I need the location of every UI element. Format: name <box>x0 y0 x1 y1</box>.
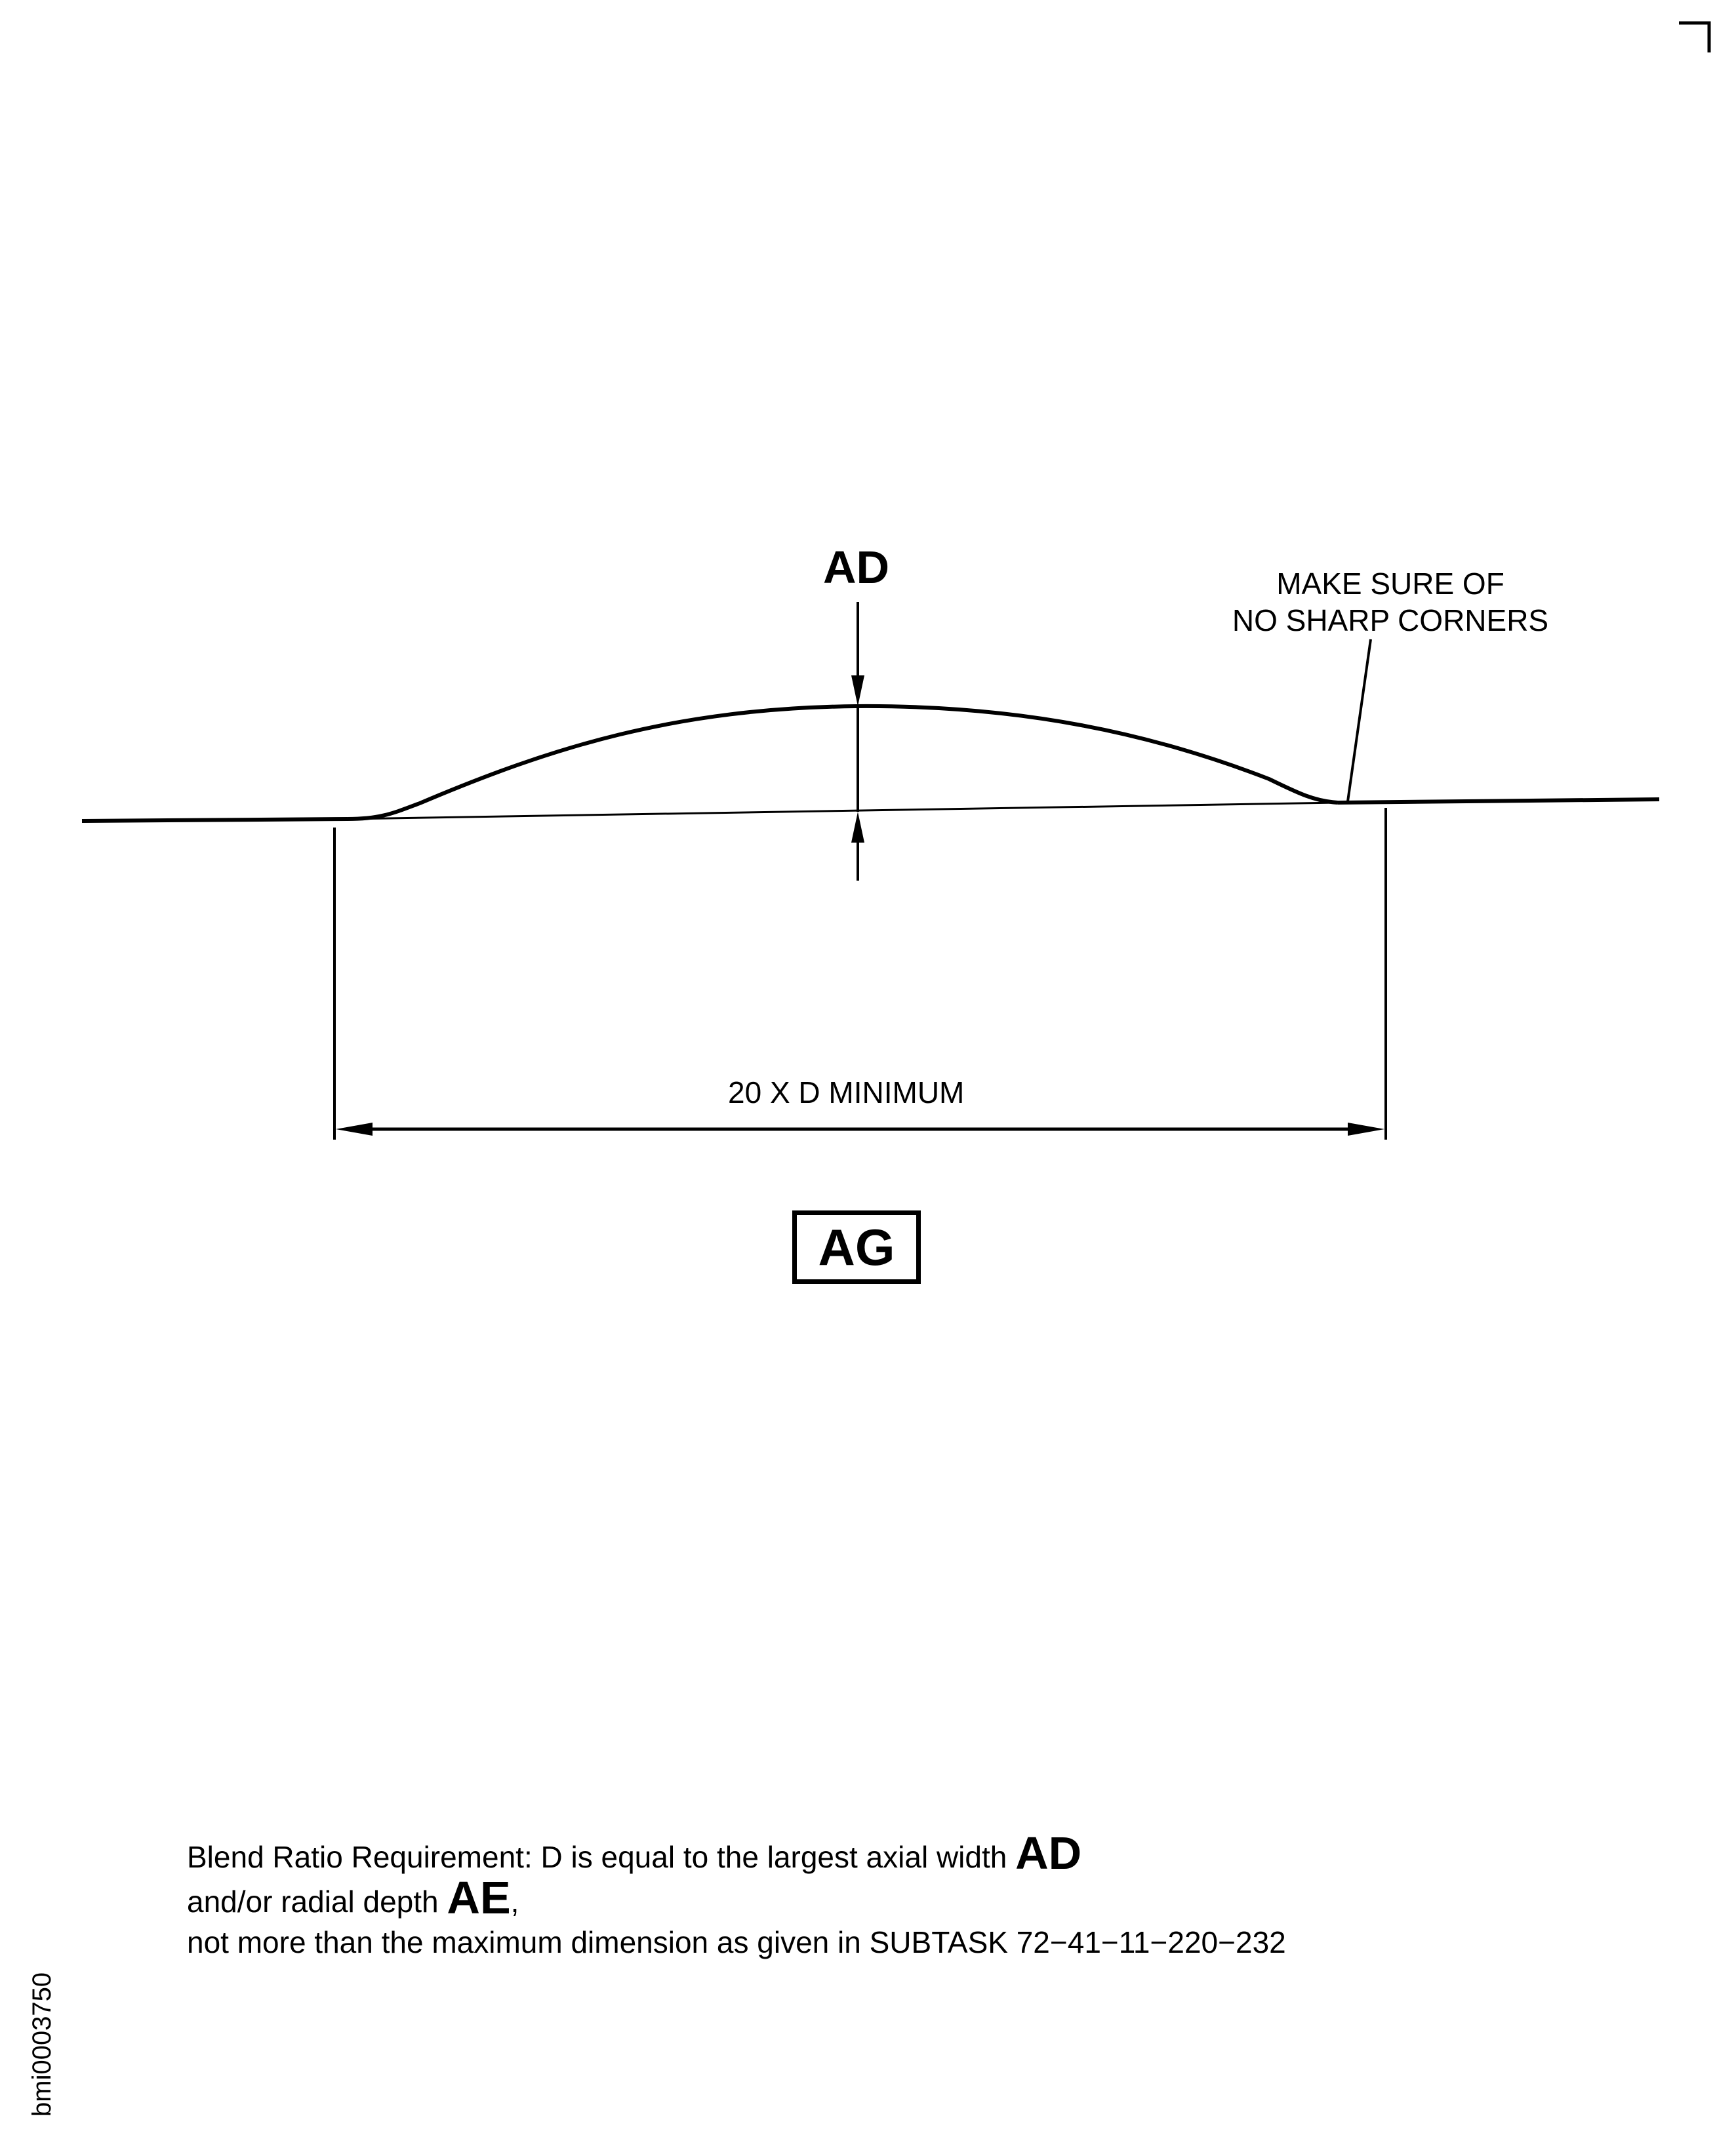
ad-arrow-top-head <box>851 675 864 706</box>
note-line-1 <box>187 1827 1286 1879</box>
dimension-label-ad: AD <box>823 542 890 593</box>
blend-ratio-note <box>187 1827 1286 1963</box>
length-arrow-right-head <box>1348 1123 1384 1136</box>
note-line-2-text: and/or radial depth <box>187 1885 447 1919</box>
view-label: AG <box>818 1218 895 1276</box>
length-dimension-label: 20 X D MINIMUM <box>728 1075 965 1109</box>
figure-id: bmi0003750 <box>28 1972 56 2117</box>
length-arrow-left-head <box>336 1123 373 1136</box>
callout-line-2: NO SHARP CORNERS <box>1232 603 1549 637</box>
crop-mark <box>1679 23 1709 52</box>
view-label-box <box>792 1210 921 1284</box>
note-ref-ad: AD <box>1015 1827 1082 1879</box>
ad-arrow-bottom-head <box>851 812 864 843</box>
callout-leader <box>1348 639 1371 801</box>
note-ref-ae: AE <box>447 1872 511 1923</box>
note-line-2 <box>187 1872 1286 1923</box>
base-reference-line <box>348 803 1338 819</box>
callout-line-1: MAKE SURE OF <box>1276 567 1504 601</box>
surface-line-left <box>82 819 348 821</box>
note-line-2-tail: , <box>510 1885 519 1919</box>
note-line-1-text: Blend Ratio Requirement: D is equal to the largest axial width <box>187 1840 1016 1874</box>
note-line-3: not more than the maximum dimension as given in SUBTASK 72−41−11−220−232 <box>187 1925 1286 1959</box>
blend-curve <box>348 706 1338 819</box>
callout-note <box>1207 565 1574 639</box>
surface-line-right <box>1338 799 1659 803</box>
